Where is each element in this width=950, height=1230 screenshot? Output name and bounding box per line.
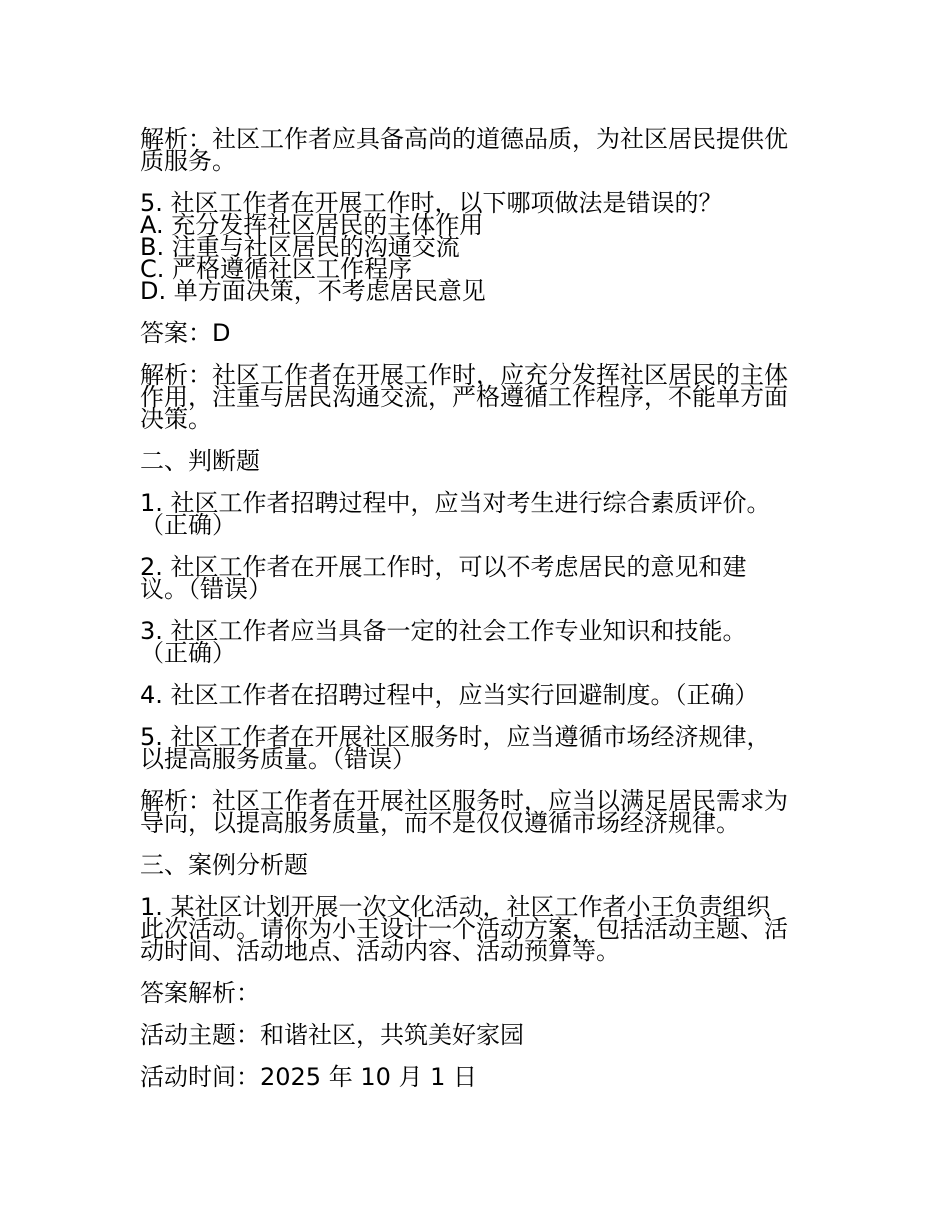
option-c: C. 严格遵循社区工作程序 xyxy=(140,255,413,283)
activity-time: 活动时间：2025 年 10 月 1 日 xyxy=(140,1063,478,1091)
option-a: A. 充分发挥社区居民的主体作用 xyxy=(140,211,484,239)
option-b: B. 注重与社区居民的沟通交流 xyxy=(140,233,460,261)
judgment-item-2: 2. 社区工作者在开展工作时，可以不考虑居民的意见和建 议。（错误） xyxy=(140,553,747,603)
question-5-analysis: 解析：社区工作者在开展工作时，应充分发挥社区居民的主体 作用，注重与居民沟通交流，严格遵循工作程序，不能单方面 决策。 xyxy=(140,361,788,433)
option-d: D. 单方面决策，不考虑居民意见 xyxy=(140,277,486,305)
case-answer-label: 答案解析： xyxy=(140,979,260,1007)
document-page xyxy=(140,125,812,1108)
judgment-item-4: 4. 社区工作者在招聘过程中，应当实行回避制度。（正确） xyxy=(140,681,759,709)
section-heading-true-false: 二、判断题 xyxy=(140,447,260,475)
question-5-answer: 答案：D xyxy=(140,319,231,347)
activity-theme: 活动主题：和谐社区，共筑美好家园 xyxy=(140,1021,524,1049)
analysis-paragraph: 解析：社区工作者应具备高尚的道德品质，为社区居民提供优 质服务。 xyxy=(140,125,788,175)
judgment-item-5: 5. 社区工作者在开展社区服务时，应当遵循市场经济规律， 以提高服务质量。（错误） xyxy=(140,723,771,773)
judgment-analysis: 解析：社区工作者在开展社区服务时，应当以满足居民需求为 导向，以提高服务质量，而不是仅仅遵循市场经济规律。 xyxy=(140,787,788,837)
section-heading-case-analysis: 三、案例分析题 xyxy=(140,851,308,879)
judgment-item-1: 1. 社区工作者招聘过程中，应当对考生进行综合素质评价。 （正确） xyxy=(140,489,771,539)
case-question-1: 1. 某社区计划开展一次文化活动，社区工作者小王负责组织 此次活动。请你为小王设计一个活动方案，包括活动主题、活 动时间、活动地点、活动内容、活动预算等。 xyxy=(140,893,788,965)
judgment-item-3: 3. 社区工作者应当具备一定的社会工作专业知识和技能。 （正确） xyxy=(140,617,747,667)
question-5-options xyxy=(140,211,812,305)
question-5: 5. 社区工作者在开展工作时，以下哪项做法是错误的？ xyxy=(140,189,723,217)
